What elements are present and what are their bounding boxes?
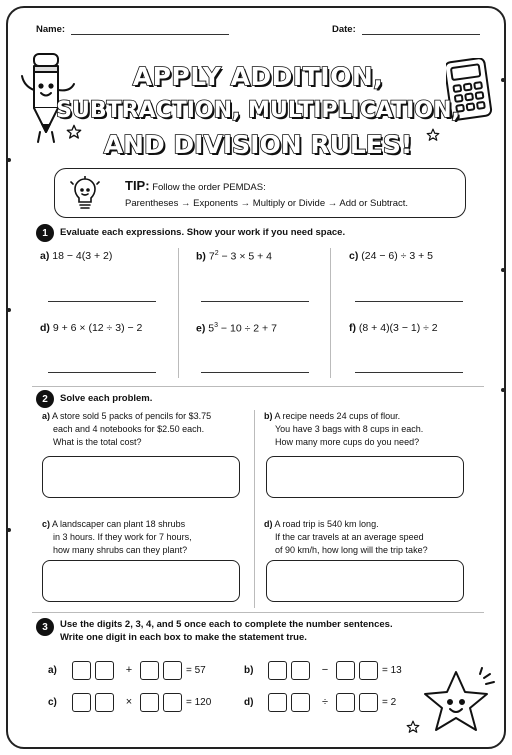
expression-f: f) (8 + 4)(3 − 1) ÷ 2 bbox=[349, 322, 438, 334]
section-1-instruction: Evaluate each expressions. Show your work if you need space. bbox=[60, 227, 346, 238]
problem-a: a) A store sold 5 packs of pencils for $3.75 each and 4 notebooks for $2.50 each. What is the total cost? bbox=[42, 411, 212, 447]
digit-box[interactable] bbox=[140, 661, 159, 680]
digit-box[interactable] bbox=[72, 661, 91, 680]
tip-box bbox=[54, 168, 466, 218]
expression-e: e) $5^3 - 10 \div 2 + 7$ bbox=[196, 322, 277, 335]
answer-line-e[interactable] bbox=[201, 372, 309, 373]
problem-d: d) A road trip is 540 km long. If the car travels at an average speed of 90 km/h, how long will the trip take? bbox=[264, 519, 428, 555]
worksheet bbox=[6, 6, 506, 749]
tip-heading: TIP: bbox=[125, 178, 150, 193]
digit-box[interactable] bbox=[359, 661, 378, 680]
operator: + bbox=[125, 664, 133, 676]
border-dot bbox=[7, 528, 11, 532]
star-icon bbox=[406, 720, 420, 734]
number-sentence-b: b) − = 13 bbox=[244, 660, 402, 680]
column-divider bbox=[178, 248, 179, 378]
answer-line-b[interactable] bbox=[201, 301, 309, 302]
section-3-number: 3 bbox=[36, 618, 54, 636]
digit-box[interactable] bbox=[163, 693, 182, 712]
problem-c: c) A landscaper can plant 18 shrubs in 3 hours. If they work for 7 hours, how many shrubs can they plant? bbox=[42, 519, 192, 555]
digit-box[interactable] bbox=[359, 693, 378, 712]
lightbulb-icon bbox=[69, 176, 101, 212]
section-divider bbox=[32, 612, 484, 613]
answer-line-c[interactable] bbox=[355, 301, 463, 302]
answer-box-a[interactable] bbox=[42, 456, 240, 498]
answer-line-a[interactable] bbox=[48, 301, 156, 302]
digit-box[interactable] bbox=[268, 661, 287, 680]
result: = 120 bbox=[186, 696, 212, 708]
worksheet-title bbox=[8, 60, 506, 162]
digit-box[interactable] bbox=[336, 693, 355, 712]
header-row bbox=[36, 20, 476, 40]
digit-box[interactable] bbox=[140, 693, 159, 712]
name-input-line[interactable] bbox=[71, 25, 229, 35]
number-sentence-d: d) ÷ = 2 bbox=[244, 692, 396, 712]
result: = 13 bbox=[382, 664, 402, 676]
expression-b: b) $7^2 - 3 \times 5 + 4$ bbox=[196, 250, 273, 263]
section-1-number: 1 bbox=[36, 224, 54, 242]
section-divider bbox=[32, 386, 484, 387]
name-field bbox=[36, 24, 229, 35]
number-sentence-c: c) × = 120 bbox=[48, 692, 211, 712]
border-dot bbox=[501, 388, 505, 392]
operator: ÷ bbox=[321, 696, 329, 708]
title-line-1: APPLY ADDITION, bbox=[132, 62, 384, 91]
section-2-number: 2 bbox=[36, 390, 54, 408]
operator: × bbox=[125, 696, 133, 708]
answer-line-d[interactable] bbox=[48, 372, 156, 373]
column-divider bbox=[254, 410, 255, 608]
date-input-line[interactable] bbox=[362, 25, 480, 35]
column-divider bbox=[330, 248, 331, 378]
number-sentence-a: a) + = 57 bbox=[48, 660, 206, 680]
section-3-instruction-line-1: Use the digits 2, 3, 4, and 5 once each to complete the number sentences. bbox=[60, 619, 393, 630]
digit-box[interactable] bbox=[72, 693, 91, 712]
digit-box[interactable] bbox=[336, 661, 355, 680]
digit-box[interactable] bbox=[291, 661, 310, 680]
star-mascot-icon bbox=[414, 664, 498, 744]
title-line-3: AND DIVISION RULES! bbox=[103, 130, 413, 159]
result: = 57 bbox=[186, 664, 206, 676]
tip-heading-line bbox=[125, 178, 266, 193]
problem-b: b) A recipe needs 24 cups of flour. You have 3 bags with 8 cups in each. How many more cups do you need? bbox=[264, 411, 424, 447]
date-field bbox=[332, 24, 480, 35]
result: = 2 bbox=[382, 696, 397, 708]
name-label: Name: bbox=[36, 24, 66, 35]
date-label: Date: bbox=[332, 24, 356, 35]
border-dot bbox=[7, 308, 11, 312]
border-dot bbox=[501, 268, 505, 272]
section-3-instruction bbox=[60, 618, 393, 644]
expression-a: a) 18 − 4(3 + 2) bbox=[40, 250, 113, 262]
title-line-2: SUBTRACTION, MULTIPLICATION, bbox=[56, 98, 460, 123]
answer-line-f[interactable] bbox=[355, 372, 463, 373]
expression-d: d) 9 + 6 × (12 ÷ 3) − 2 bbox=[40, 322, 143, 334]
digit-box[interactable] bbox=[95, 661, 114, 680]
answer-box-c[interactable] bbox=[42, 560, 240, 602]
answer-box-b[interactable] bbox=[266, 456, 464, 498]
tip-text-2: Parentheses → Exponents → Multiply or Divide → Add or Subtract. bbox=[125, 198, 409, 209]
digit-box[interactable] bbox=[268, 693, 287, 712]
digit-box[interactable] bbox=[95, 693, 114, 712]
tip-text-1: Follow the order PEMDAS: bbox=[152, 182, 266, 193]
digit-box[interactable] bbox=[291, 693, 310, 712]
expression-c: c) (24 − 6) ÷ 3 + 5 bbox=[349, 250, 433, 262]
answer-box-d[interactable] bbox=[266, 560, 464, 602]
operator: − bbox=[321, 664, 329, 676]
digit-box[interactable] bbox=[163, 661, 182, 680]
section-2-instruction: Solve each problem. bbox=[60, 393, 153, 404]
section-3-instruction-line-2: Write one digit in each box to make the statement true. bbox=[60, 632, 307, 643]
